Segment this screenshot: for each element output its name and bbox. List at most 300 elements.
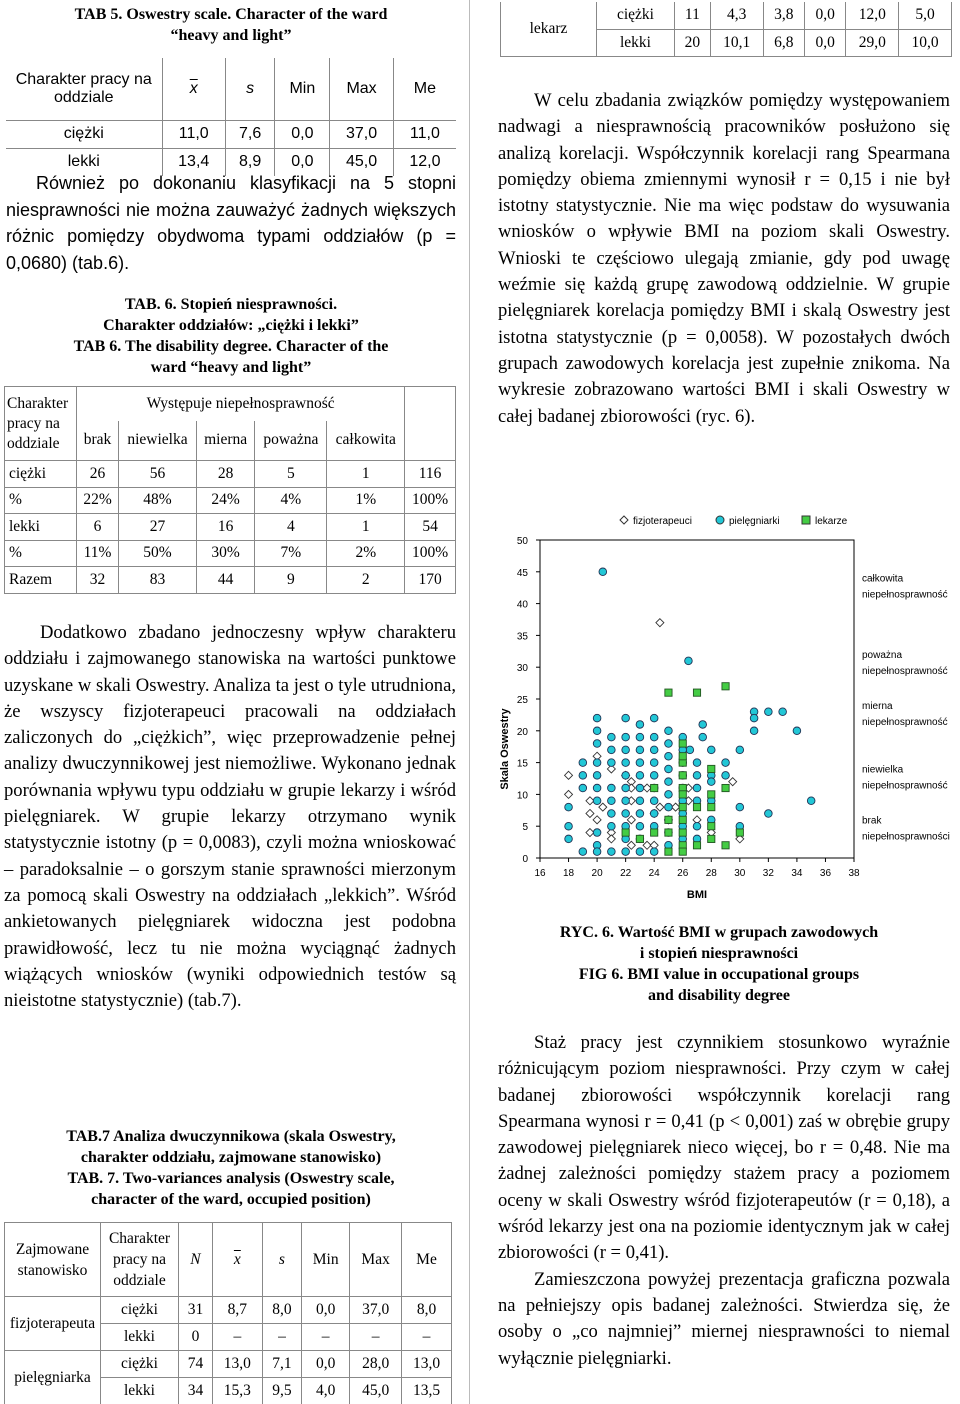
data-point-square <box>679 772 686 779</box>
data-point-square <box>708 791 715 798</box>
para-disability-classification <box>6 170 456 276</box>
tab5-cell: 7,6 <box>225 120 274 148</box>
data-point-circle <box>636 810 644 818</box>
tab7-cell: 34 <box>179 1378 213 1404</box>
tab7-header-3 <box>212 1223 262 1297</box>
data-point-circle <box>636 746 644 754</box>
tab6-cell: 11% <box>77 540 119 567</box>
tab7-cell: ciężki <box>101 1297 179 1324</box>
tab7-cell: 20 <box>675 29 711 56</box>
zone-label: niepełnosprawności <box>862 831 950 843</box>
data-point-circle <box>608 797 616 805</box>
y-axis-label: Skala Oswestry <box>499 708 511 790</box>
tab7-cell: 6,8 <box>763 29 804 56</box>
tab6-cell: lekki <box>5 514 77 541</box>
data-point-circle <box>636 721 644 729</box>
x-tick-label: 30 <box>734 868 746 879</box>
tab7-caption-line3: TAB. 7. Two-variances analysis (Oswestry scale, <box>67 1170 395 1187</box>
data-point-square <box>722 842 729 849</box>
legend-label: lekarze <box>815 516 848 527</box>
tab5-caption-line2: “heavy and light” <box>170 27 292 44</box>
tab7-cell: ciężki <box>597 2 675 29</box>
tab7-cell: 9,5 <box>262 1378 301 1404</box>
data-point-square <box>722 683 729 690</box>
table-row <box>5 487 456 514</box>
data-point-circle <box>665 727 673 735</box>
tab6-caption-line1: TAB. 6. Stopień niesprawności. <box>124 296 338 313</box>
data-point-circle <box>608 759 616 767</box>
tab6-cell: 48% <box>119 487 197 514</box>
data-point-circle <box>722 772 730 780</box>
tab6-cell: 54 <box>405 514 456 541</box>
data-point-square <box>665 689 672 696</box>
tab7-cell: 10,0 <box>899 29 952 56</box>
data-point-circle <box>636 784 644 792</box>
tab7-header-1: Charakter pracy na oddziale <box>101 1223 179 1297</box>
data-point-circle <box>650 848 658 856</box>
data-point-square <box>693 804 700 811</box>
legend-marker <box>802 516 810 524</box>
data-point-circle <box>579 772 587 780</box>
data-point-square <box>651 784 658 791</box>
tab6-sub-calkowita: całkowita <box>327 421 405 461</box>
data-point-circle <box>650 759 658 767</box>
data-point-square <box>708 804 715 811</box>
x-tick-label: 18 <box>562 868 575 879</box>
tab7-cell: 4,0 <box>302 1378 350 1404</box>
legend-marker <box>716 516 724 524</box>
tab5-cell: 0,0 <box>275 148 330 176</box>
x-axis-label: BMI <box>686 889 708 901</box>
tab5-cell: ciężki <box>6 120 162 148</box>
y-tick-label: 45 <box>516 567 528 579</box>
data-point-circle <box>565 803 573 811</box>
data-point-circle <box>807 797 815 805</box>
data-point-square <box>665 816 672 823</box>
data-point-circle <box>622 810 630 818</box>
tab6-cell: 4% <box>255 487 327 514</box>
x-tick-label: 28 <box>705 868 717 879</box>
data-point-circle <box>693 772 701 780</box>
tab5-table <box>6 58 456 176</box>
tab7-cell: ciężki <box>101 1351 179 1378</box>
tab6-cell: 2% <box>327 540 405 567</box>
tab7-cell: – <box>262 1324 301 1351</box>
data-point-square <box>679 829 686 836</box>
zone-label: niepełnosprawność <box>862 666 948 678</box>
data-point-circle <box>622 746 630 754</box>
data-point-circle <box>650 810 658 818</box>
data-point-circle <box>736 746 744 754</box>
tab6-cell: 1% <box>327 487 405 514</box>
tab7-caption-line4: character of the ward, occupied position) <box>91 1191 371 1208</box>
data-point-circle <box>636 822 644 830</box>
tab5-header-5: Me <box>393 58 456 120</box>
zone-label: brak <box>862 815 882 827</box>
tab7-group-name: fizjoterapeuta <box>5 1297 101 1351</box>
tab6-table <box>4 386 456 594</box>
data-point-circle <box>622 733 630 741</box>
tab7-group-name: pielęgniarka <box>5 1351 101 1404</box>
data-point-square <box>679 791 686 798</box>
data-point-square <box>693 689 700 696</box>
tab5-cell: 0,0 <box>275 120 330 148</box>
tab7-cell: lekki <box>597 29 675 56</box>
tab7-cell: – <box>212 1324 262 1351</box>
data-point-square <box>679 740 686 747</box>
tab7-cell: 37,0 <box>350 1297 402 1324</box>
data-point-circle <box>608 784 616 792</box>
tab7-cell: 5,0 <box>899 2 952 29</box>
data-point-circle <box>579 759 587 767</box>
data-point-circle <box>608 810 616 818</box>
tab7-cell: – <box>402 1324 452 1351</box>
tab6-cell: 5 <box>255 461 327 488</box>
data-point-circle <box>765 810 773 818</box>
data-point-circle <box>593 784 601 792</box>
tab6-sub-niewielka: niewielka <box>119 421 197 461</box>
tab5-cell: lekki <box>6 148 162 176</box>
tab7-cell: 0,0 <box>804 2 845 29</box>
tab7-cell: 29,0 <box>846 29 899 56</box>
tab6-cell: 22% <box>77 487 119 514</box>
x-tick-label: 34 <box>791 868 803 879</box>
tab6-caption <box>0 294 462 378</box>
zone-label: poważna <box>862 650 903 662</box>
tab6-cell: 44 <box>196 567 254 594</box>
data-point-square <box>636 835 643 842</box>
data-point-circle <box>707 778 715 786</box>
data-point-circle <box>665 740 673 748</box>
tab6-empty-header <box>405 387 456 421</box>
fig6-caption-line3: FIG 6. BMI value in occupational groups <box>578 966 860 983</box>
x-tick-label: 26 <box>677 868 689 879</box>
y-tick-label: 50 <box>516 536 528 547</box>
tab6-cell: 100% <box>405 540 456 567</box>
data-point-square <box>665 848 672 855</box>
data-point-circle <box>665 752 673 760</box>
tab5-header-4: Max <box>330 58 393 120</box>
data-point-circle <box>707 746 715 754</box>
tab6-cell: 2 <box>327 567 405 594</box>
data-point-circle <box>579 848 587 856</box>
data-point-circle <box>608 733 616 741</box>
data-point-circle <box>636 797 644 805</box>
tab6-cell: 7% <box>255 540 327 567</box>
tab6-cell: 100% <box>405 487 456 514</box>
data-point-square <box>736 829 743 836</box>
tab7-cell: 31 <box>179 1297 213 1324</box>
tab6-group-header: Występuje niepełnosprawność <box>77 387 405 421</box>
tab5-s: s <box>246 79 255 97</box>
legend-label: pielęgniarki <box>729 516 780 527</box>
tab5-cell: 45,0 <box>330 148 393 176</box>
tab7-cell: 12,0 <box>846 2 899 29</box>
data-point-circle <box>636 759 644 767</box>
tab7-caption-line1: TAB.7 Analiza dwuczynnikowa (skala Oswestry, <box>66 1128 396 1145</box>
zone-label: niewielka <box>862 764 904 776</box>
data-point-circle <box>622 784 630 792</box>
fig6-caption-line2: i stopień niesprawności <box>639 945 799 962</box>
data-point-square <box>622 829 629 836</box>
para5-text: Zamieszczona powyżej prezentacja graficzna pozwala na pełniejszy opis badanej zależności. Stwierdza się, że osoby o „co najmniej” miernej niesprawności to niemal wyłącznie pielęgniarki. <box>498 1268 950 1369</box>
table-row <box>5 514 456 541</box>
tab7-cell: 13,5 <box>402 1378 452 1404</box>
tab5-cell: 8,9 <box>225 148 274 176</box>
tab7-cell: 8,0 <box>402 1297 452 1324</box>
tab7-cell: 74 <box>179 1351 213 1378</box>
data-point-circle <box>736 803 744 811</box>
tab5-header-0: Charakter pracy na oddziale <box>6 58 162 120</box>
data-point-circle <box>636 772 644 780</box>
data-point-square <box>708 823 715 830</box>
tab7-n: N <box>190 1250 201 1268</box>
tab7-s: s <box>278 1250 285 1268</box>
tab7-caption <box>0 1126 462 1210</box>
tab7-xbar: $\overline{x}$ <box>233 1250 241 1268</box>
data-point-circle <box>622 759 630 767</box>
data-point-circle <box>593 772 601 780</box>
tab7-cell: 13,0 <box>402 1351 452 1378</box>
tab7-cell: 3,8 <box>763 2 804 29</box>
data-point-circle <box>608 746 616 754</box>
data-point-circle <box>779 708 787 716</box>
para2-text: Dodatkowo zbadano jednoczesny wpływ charakteru oddziału i zajmowanego stanowiska na wartości punktowe uzyskane w skali Oswestry. Analiza ta jest o tyle utrudniona, że wszyscy fizjoterapeuci pracowali na oddziałach zaliczonych do „ciężkich”, więc przeprowadzenie pełnej analizy dwuczynnikowej jest niemożliwe. Wykonano jednak porównania wpływu typu oddziału w grupie lekarzy i wśród pielęgniarek. W grupie lekarzy otrzymano wynik statystycznie istotny (p = 0,0083), czyli można wnioskować – paradoksalnie – o gorszym stanie sprawności mierzonym za pomocą skali Oswestry na oddziałach „lekkich”. Wśród ankietowanych pielęgniarek widoczna jest podobna prawidłowość, lecz tu nie można wyciągnąć żadnych wiążących wniosków (wyniki odpowiednich testów są nieistotne statystycznie) (tab.7). <box>4 622 456 1012</box>
tab6-cell: % <box>5 540 77 567</box>
y-tick-label: 35 <box>516 631 528 643</box>
tab7-cell: 13,0 <box>212 1351 262 1378</box>
tab7-cell: 4,3 <box>710 2 763 29</box>
tab7-cell: 0,0 <box>804 29 845 56</box>
tab7-cell: 0 <box>179 1324 213 1351</box>
data-point-circle <box>665 803 673 811</box>
tab6-cell: 1 <box>327 514 405 541</box>
table-row <box>6 120 456 148</box>
tab5-header-1 <box>162 58 225 120</box>
zone-label: niepełnosprawność <box>862 716 948 728</box>
data-point-circle <box>693 759 701 767</box>
data-point-circle <box>750 714 758 722</box>
tab5-header-3: Min <box>275 58 330 120</box>
y-tick-label: 30 <box>516 663 528 675</box>
tab6-cell: 28 <box>196 461 254 488</box>
x-tick-label: 38 <box>848 868 860 879</box>
para-summary <box>498 1267 950 1372</box>
legend-label: fizjoterapeuci <box>633 516 692 527</box>
fig6-caption-line4: and disability degree <box>648 987 790 1004</box>
tab7-cell: 8,7 <box>212 1297 262 1324</box>
data-point-circle <box>693 822 701 830</box>
data-point-circle <box>593 727 601 735</box>
x-tick-label: 36 <box>819 868 832 879</box>
data-point-circle <box>608 848 616 856</box>
para-two-factor-analysis <box>4 620 456 1014</box>
tab7-cell: 10,1 <box>710 29 763 56</box>
data-point-circle <box>665 778 673 786</box>
tab6-caption-line2: Charakter oddziałów: „ciężki i lekki” <box>103 317 359 334</box>
y-tick-label: 10 <box>516 790 528 802</box>
tab7-cell: 0,0 <box>302 1351 350 1378</box>
table-row <box>5 567 456 594</box>
tab7-table-continued <box>500 2 952 57</box>
tab6-cell: Razem <box>5 567 77 594</box>
data-point-circle <box>593 740 601 748</box>
data-point-circle <box>665 791 673 799</box>
tab7-cell: 8,0 <box>262 1297 301 1324</box>
data-point-circle <box>650 733 658 741</box>
y-tick-label: 25 <box>516 695 528 706</box>
tab6-caption-line3: TAB 6. The disability degree. Character of the <box>73 338 389 355</box>
data-point-square <box>722 784 729 791</box>
tab6-cell: 26 <box>77 461 119 488</box>
data-point-square <box>679 816 686 823</box>
tab7-cell: – <box>302 1324 350 1351</box>
tab6-sub-sum <box>405 421 456 461</box>
table-row <box>501 2 952 29</box>
data-point-circle <box>793 727 801 735</box>
data-point-circle <box>565 822 573 830</box>
y-tick-label: 0 <box>522 854 528 865</box>
tab6-cell: 116 <box>405 461 456 488</box>
tab6-cell: 50% <box>119 540 197 567</box>
tab7-header-2 <box>179 1223 213 1297</box>
column-divider <box>469 0 470 1404</box>
data-point-circle <box>699 733 707 741</box>
para3-text: W celu zbadania związków pomiędzy występowaniem nadwagi a niesprawnością pracowników posłużono się analizą korelacji. Współczynnik korelacji rang Spearmana pomiędzy obiema zmiennymi wynosił r = 0,15 i nie był istotny statystycznie. Nie ma więc podstaw do wysuwania wniosków o wpływie BMI na poziom skali Oswestry. Wnioski te częściowo ulegają zmianie, gdy pod uwagę weźmie się każdą grupę zawodową oddzielnie. W grupie pielęgniarek korelacja pomiędzy BMI i skalą Oswestry jest istotna statystycznie (p = 0,0058). W pozostałych dwóch grupach zawodowych korelacja jest zupełnie znikoma. Na wykresie zobrazowano wartości BMI i skali Oswestry w całej badanej zbiorowości (ryc. 6). <box>498 90 950 427</box>
tab5-caption-line1: TAB 5. Oswestry scale. Character of the ward <box>74 6 388 23</box>
tab5-xbar: $\overline{x}$ <box>189 79 198 97</box>
fig6-caption <box>478 922 960 1006</box>
tab6-col0: Charakter pracy na oddziale <box>5 387 77 461</box>
data-point-square <box>679 753 686 760</box>
data-point-circle <box>622 714 630 722</box>
data-point-circle <box>622 772 630 780</box>
tab7-header-5: Min <box>302 1223 350 1297</box>
bmi-scatter-chart <box>492 500 958 912</box>
data-point-circle <box>622 848 630 856</box>
tab7-table <box>4 1222 452 1404</box>
data-point-circle <box>593 759 601 767</box>
data-point-circle <box>608 822 616 830</box>
tab6-cell: 27 <box>119 514 197 541</box>
tab7-caption-line2: charakter oddziału, zajmowane stanowisko) <box>80 1149 382 1166</box>
tab7-cell: 7,1 <box>262 1351 301 1378</box>
data-point-circle <box>750 727 758 735</box>
data-point-circle <box>665 765 673 773</box>
data-point-circle <box>593 829 601 837</box>
table-row <box>5 540 456 567</box>
chart-svg <box>492 500 958 912</box>
y-tick-label: 15 <box>516 758 528 770</box>
para-work-seniority <box>498 1030 950 1267</box>
data-point-square <box>708 835 715 842</box>
data-point-circle <box>565 835 573 843</box>
data-point-circle <box>599 568 607 576</box>
tab7-cell: lekki <box>101 1378 179 1404</box>
tab6-cell: 56 <box>119 461 197 488</box>
tab6-cell: 1 <box>327 461 405 488</box>
data-point-circle <box>650 797 658 805</box>
tab6-cell: 4 <box>255 514 327 541</box>
data-point-square <box>651 829 658 836</box>
table-row <box>5 1351 452 1378</box>
tab6-cell: 30% <box>196 540 254 567</box>
tab7-cell: 28,0 <box>350 1351 402 1378</box>
data-point-square <box>665 829 672 836</box>
tab5-cell: 13,4 <box>162 148 225 176</box>
x-tick-label: 22 <box>620 868 632 879</box>
tab5-header-2 <box>225 58 274 120</box>
para-correlation <box>498 88 950 430</box>
tab7-cell: 15,3 <box>212 1378 262 1404</box>
para1-text: Również po dokonaniu klasyfikacji na 5 stopni niesprawności nie można zauważyć żadnych większych różnic pomiędzy obydwoma typami oddziałów (p = 0,0680) (tab.6). <box>6 173 456 273</box>
data-point-circle <box>579 784 587 792</box>
data-point-circle <box>693 784 701 792</box>
tab7-cell: lekki <box>101 1324 179 1351</box>
tab7-header-4 <box>262 1223 301 1297</box>
data-point-circle <box>650 746 658 754</box>
tab6-cell: 32 <box>77 567 119 594</box>
para4-text: Staż pracy jest czynnikiem stosunkowo wyraźnie różnicującym poziom niesprawności. Przy czym w całej badanej zbiorowości współczynnik korelacji rang Spearmana wynosi r = 0,41 (p < 0,001) zaś w obrębie grupy zawodowej pielęgniarek nieco więcej, bo r = 0,48. Nie ma żadnej zależności pomiędzy stażem pracy a poziomem oceny w skali Oswestry wśród fizjoterapeutów (r = 0,18), a wśród lekarzy jest ona na poziomie identycznym jak w całej zbiorowości (r = 0,41). <box>498 1032 950 1264</box>
x-tick-label: 20 <box>591 868 603 879</box>
tab5-cell: 11,0 <box>393 120 456 148</box>
y-tick-label: 5 <box>522 822 528 834</box>
tab5-cell: 37,0 <box>330 120 393 148</box>
data-point-circle <box>765 708 773 716</box>
tab7-cell: 0,0 <box>302 1297 350 1324</box>
tab7-header-6: Max <box>350 1223 402 1297</box>
tab6-caption-line4: ward “heavy and light” <box>150 359 312 376</box>
y-tick-label: 40 <box>516 599 528 611</box>
data-point-circle <box>650 714 658 722</box>
tab7-header-7: Me <box>402 1223 452 1297</box>
x-tick-label: 24 <box>648 868 660 879</box>
tab7-cell: 11 <box>675 2 711 29</box>
tab6-cell: 16 <box>196 514 254 541</box>
left-column <box>0 0 462 1404</box>
zone-label: mierna <box>862 700 893 712</box>
table-row <box>5 461 456 488</box>
tab7-cell: 45,0 <box>350 1378 402 1404</box>
tab6-cell: 83 <box>119 567 197 594</box>
data-point-square <box>693 842 700 849</box>
tab6-sub-mierna: mierna <box>196 421 254 461</box>
y-tick-label: 20 <box>516 726 528 738</box>
tab6-cell: 24% <box>196 487 254 514</box>
zone-label: niepełnosprawność <box>862 589 948 601</box>
data-point-circle <box>699 721 707 729</box>
tab6-cell: 6 <box>77 514 119 541</box>
tab7-group-name: lekarz <box>501 2 597 56</box>
data-point-circle <box>593 797 601 805</box>
tab7-cell: – <box>350 1324 402 1351</box>
tab6-sub-brak: brak <box>77 421 119 461</box>
x-tick-label: 32 <box>762 868 774 879</box>
data-point-circle <box>622 797 630 805</box>
tab6-cell: % <box>5 487 77 514</box>
tab6-cell: 9 <box>255 567 327 594</box>
data-point-circle <box>685 657 693 665</box>
data-point-circle <box>650 772 658 780</box>
tab6-cell: ciężki <box>5 461 77 488</box>
data-point-circle <box>593 848 601 856</box>
tab6-cell: 170 <box>405 567 456 594</box>
tab7-header-0: Zajmowane stanowisko <box>5 1223 101 1297</box>
tab6-sub-powazna: poważna <box>255 421 327 461</box>
data-point-circle <box>686 746 694 754</box>
tab5-cell: 12,0 <box>393 148 456 176</box>
legend-marker <box>620 516 628 524</box>
